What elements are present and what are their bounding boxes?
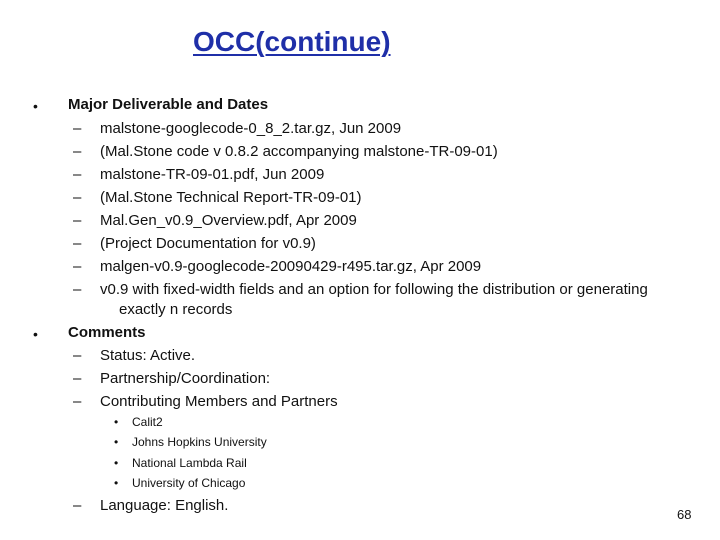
dash: –: [73, 258, 82, 275]
comment-status: Status: Active.: [100, 347, 196, 364]
deliverables-heading: Major Deliverable and Dates: [68, 96, 269, 113]
dash: –: [73, 347, 82, 364]
deliverable-item: (Project Documentation for v0.9): [100, 235, 316, 252]
deliverable-item: v0.9 with fixed-width fields and an option for following the distribution or generating: [100, 281, 648, 298]
deliverable-item: Mal.Gen_v0.9_Overview.pdf, Apr 2009: [100, 212, 357, 229]
bullet: •: [114, 415, 119, 429]
partner-item: Calit2: [132, 415, 163, 429]
dash: –: [73, 370, 82, 387]
partner-item: Johns Hopkins University: [132, 435, 267, 449]
comment-partnership: Partnership/Coordination:: [100, 370, 271, 387]
bullet: •: [33, 326, 38, 342]
bullet: •: [114, 456, 119, 470]
partner-item: University of Chicago: [132, 476, 246, 490]
dash: –: [73, 143, 82, 160]
deliverable-item: malstone-googlecode-0_8_2.tar.gz, Jun 2009: [100, 120, 402, 137]
partner-item: National Lambda Rail: [132, 456, 247, 470]
dash: –: [73, 212, 82, 229]
bullet: •: [114, 435, 119, 449]
page-number: 68: [677, 507, 692, 522]
comment-contributing: Contributing Members and Partners: [100, 393, 338, 410]
dash: –: [73, 393, 82, 410]
bullet: •: [114, 476, 119, 490]
dash: –: [73, 235, 82, 252]
dash: –: [73, 189, 82, 206]
deliverable-item: (Mal.Stone code v 0.8.2 accompanying malstone-TR-09-01): [100, 143, 498, 160]
dash: –: [73, 166, 82, 183]
comments-heading: Comments: [68, 324, 146, 341]
dash: –: [73, 281, 82, 298]
deliverable-item: malgen-v0.9-googlecode-20090429-r495.tar.gz, Apr 2009: [100, 258, 482, 275]
bullet: •: [33, 98, 38, 114]
comment-language: Language: English.: [100, 497, 229, 514]
deliverable-item-continuation: exactly n records: [119, 301, 233, 318]
dash: –: [73, 497, 82, 514]
deliverable-item: malstone-TR-09-01.pdf, Jun 2009: [100, 166, 325, 183]
deliverable-item: (Mal.Stone Technical Report-TR-09-01): [100, 189, 362, 206]
slide-title: OCC(continue): [193, 26, 391, 57]
dash: –: [73, 120, 82, 137]
